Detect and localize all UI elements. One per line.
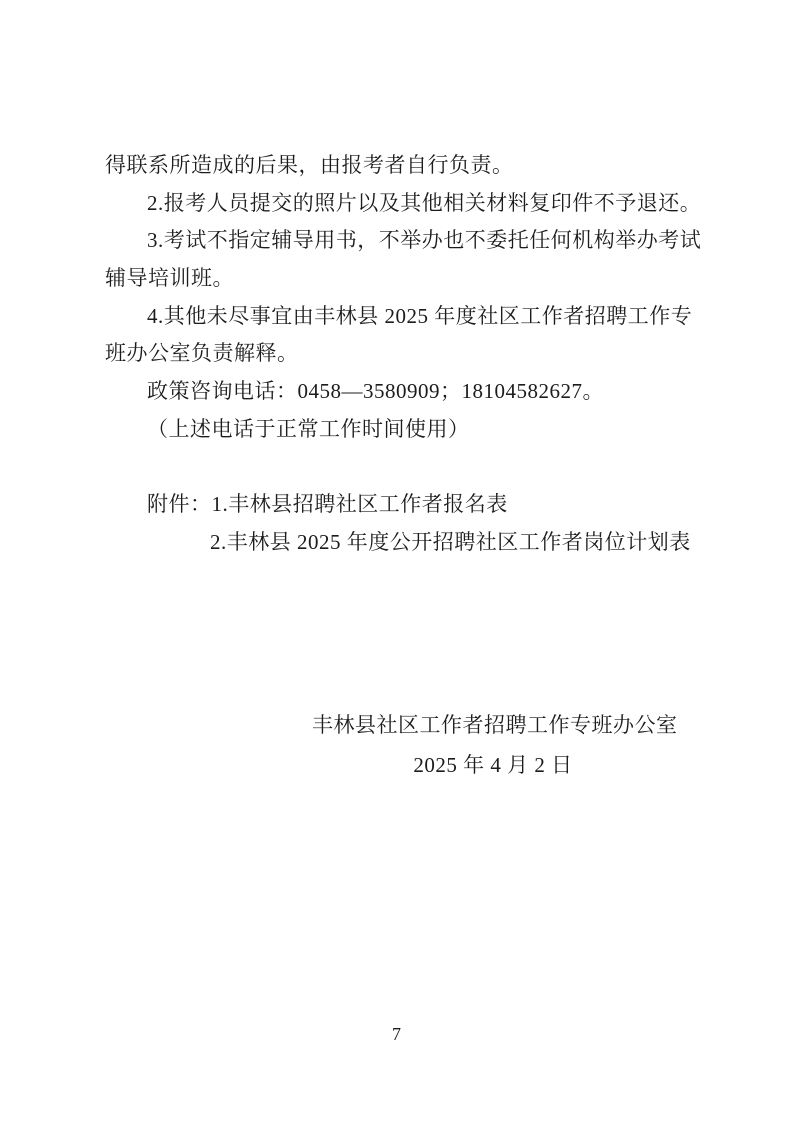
body-line-item-4: 4.其他未尽事宜由丰林县 2025 年度社区工作者招聘工作专	[147, 303, 693, 328]
attachment-line-1: 附件：1.丰林县招聘社区工作者报名表	[147, 492, 508, 517]
attachment-line-2: 2.丰林县 2025 年度公开招聘社区工作者岗位计划表	[210, 529, 691, 554]
body-line-item-2: 2.报考人员提交的照片以及其他相关材料复印件不予退还。	[147, 190, 702, 215]
signature-org: 丰林县社区工作者招聘工作专班办公室	[312, 713, 678, 737]
spacer	[105, 449, 705, 487]
body-line-phone: 政策咨询电话：0458—3580909；18104582627。	[147, 379, 604, 404]
body-line-item-4-wrap: 班办公室负责解释。	[105, 341, 299, 366]
signature-block	[312, 705, 678, 785]
body-line-item-3-wrap: 辅导培训班。	[105, 266, 234, 291]
page-number: 7	[392, 1024, 401, 1044]
signature-date: 2025 年 4 月 2 日	[413, 753, 573, 777]
body-line-item-3: 3.考试不指定辅导用书，不举办也不委托任何机构举办考试	[147, 228, 702, 253]
body-line-phone-note: （上述电话于正常工作时间使用）	[147, 416, 470, 441]
body-line-continuation: 得联系所造成的后果，由报考者自行负责。	[105, 153, 514, 177]
document-body	[105, 147, 705, 562]
